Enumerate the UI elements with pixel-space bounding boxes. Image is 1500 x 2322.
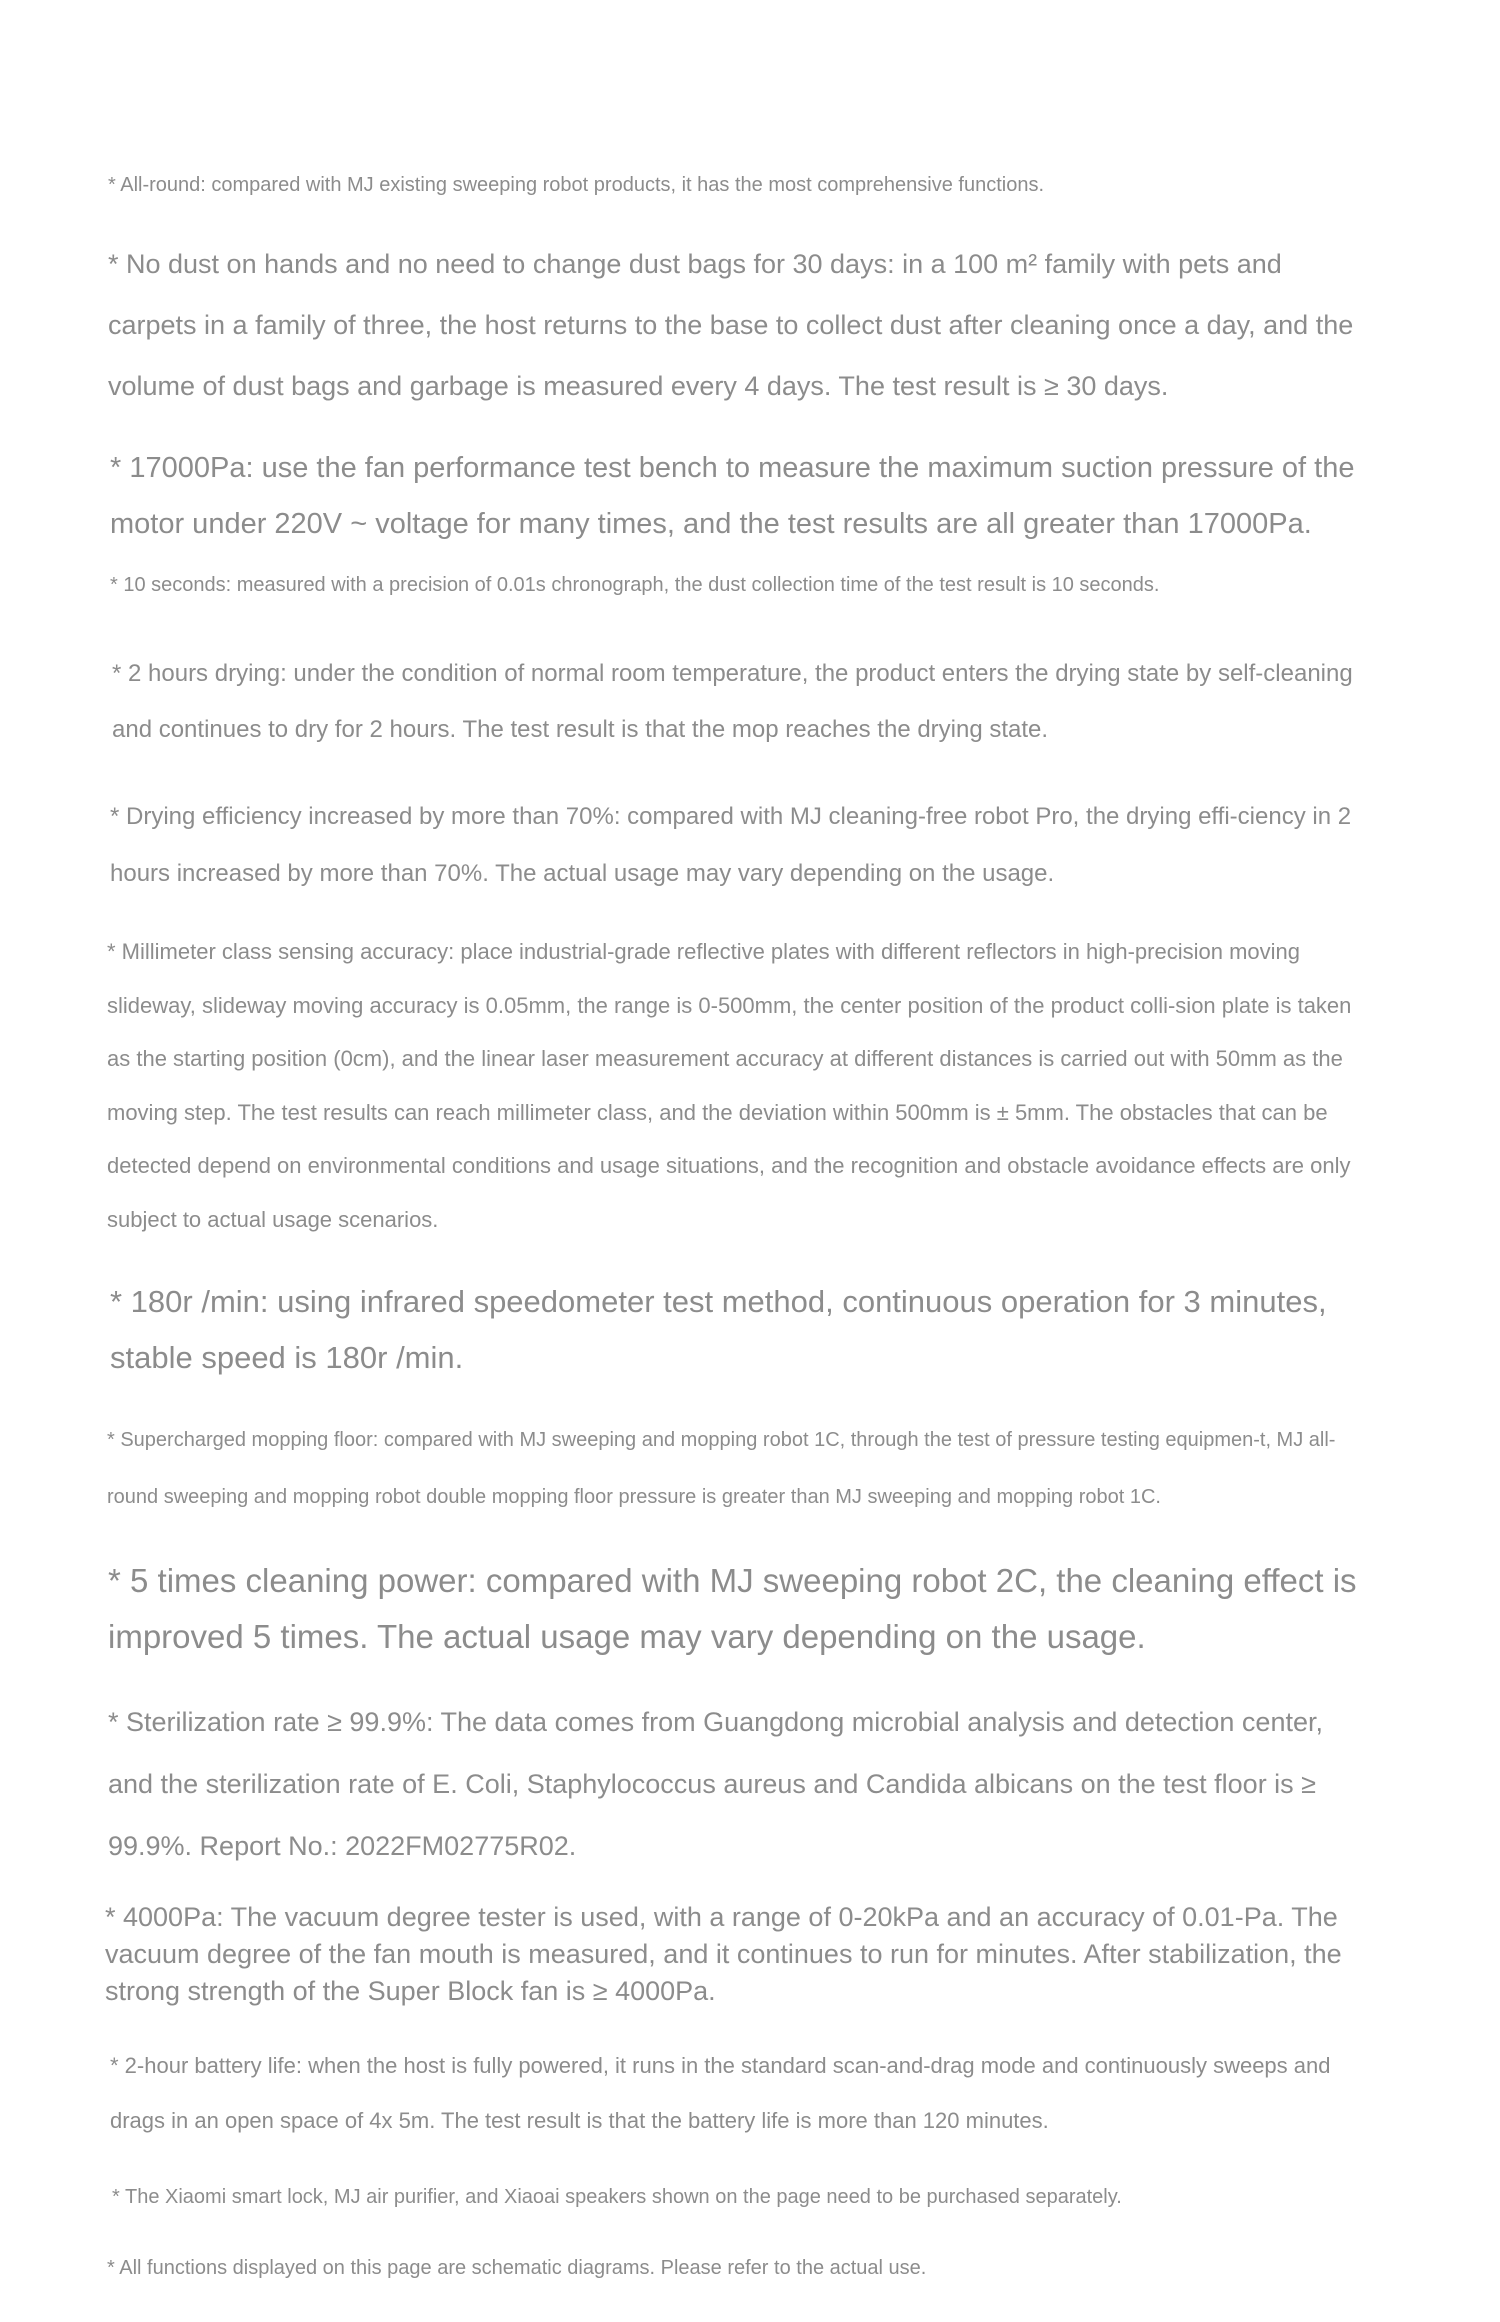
note-all-round: * All-round: compared with MJ existing sweeping robot products, it has the most comprehensive functions. (108, 174, 1045, 196)
note-17000pa: * 17000Pa: use the fan performance test bench to measure the maximum suction pressure of the motor under 220V ~ voltage for many times, and the test results are all greater than 17000Pa. (110, 452, 1355, 540)
note-supercharged-mopping: * Supercharged mopping floor: compared with MJ sweeping and mopping robot 1C, through the test of pressure testing equipmen-t, MJ all-round sweeping and mopping robot double mopping floor pressure is greater than MJ sweeping and mopping robot 1C. (107, 1429, 1336, 1508)
note-purchased-separately: * The Xiaomi smart lock, MJ air purifier, and Xiaoai speakers shown on the page need to be purchased separately. (112, 2186, 1122, 2208)
note-schematic-diagrams: * All functions displayed on this page are schematic diagrams. Please refer to the actual use. (107, 2257, 927, 2279)
note-180r-min: * 180r /min: using infrared speedometer test method, continuous operation for 3 minutes, stable speed is 180r /min. (110, 1284, 1327, 1375)
note-2-hours-drying: * 2 hours drying: under the condition of normal room temperature, the product enters the drying state by self-cleaning and continues to dry for 2 hours. The test result is that the mop reaches the drying state. (112, 660, 1353, 743)
note-dust-bags-30-days: * No dust on hands and no need to change dust bags for 30 days: in a 100 m² family with pets and carpets in a family of three, the host returns to the base to collect dust after cleaning once a day, and the volume of dust bags and garbage is measured every 4 days. The test result is ≥ 30 days. (108, 249, 1354, 401)
note-5-times-cleaning: * 5 times cleaning power: compared with MJ sweeping robot 2C, the cleaning effect is improved 5 times. The actual usage may vary depending on the usage. (108, 1562, 1357, 1655)
note-battery-life: * 2-hour battery life: when the host is fully powered, it runs in the standard scan-and-drag mode and continuously sweeps and drags in an open space of 4x 5m. The test result is that the battery life is more than 120 minutes. (110, 2053, 1331, 2133)
note-drying-efficiency: * Drying efficiency increased by more than 70%: compared with MJ cleaning-free robot Pro, the drying effi-ciency in 2 hours increased by more than 70%. The actual usage may vary depending on the usage. (110, 803, 1352, 887)
note-4000pa: * 4000Pa: The vacuum degree tester is used, with a range of 0-20kPa and an accuracy of 0.01-Pa. The vacuum degree of the fan mouth is measured, and it continues to run for minutes. After stabilization, the strong strength of the Super Block fan is ≥ 4000Pa. (105, 1902, 1342, 2006)
note-10-seconds: * 10 seconds: measured with a precision of 0.01s chronograph, the dust collection time of the test result is 10 seconds. (110, 574, 1160, 596)
note-sterilization-rate: * Sterilization rate ≥ 99.9%: The data comes from Guangdong microbial analysis and detection center, and the sterilization rate of E. Coli, Staphylococcus aureus and Candida albicans on the test floor is ≥ 99.9%. Report No.: 2022FM02775R02. (108, 1707, 1323, 1861)
note-sensing-accuracy: * Millimeter class sensing accuracy: place industrial-grade reflective plates with different reflectors in high-precision moving slideway, slideway moving accuracy is 0.05mm, the range is 0-500mm, the center position of the product colli-sion plate is taken as the starting position (0cm), and the linear laser measurement accuracy at different distances is carried out with 50mm as the moving step. The test results can reach millimeter class, and the deviation within 500mm is ± 5mm. The obstacles that can be detected depend on environmental conditions and usage situations, and the recognition and obstacle avoidance effects are only subject to actual usage scenarios. (107, 939, 1352, 1232)
